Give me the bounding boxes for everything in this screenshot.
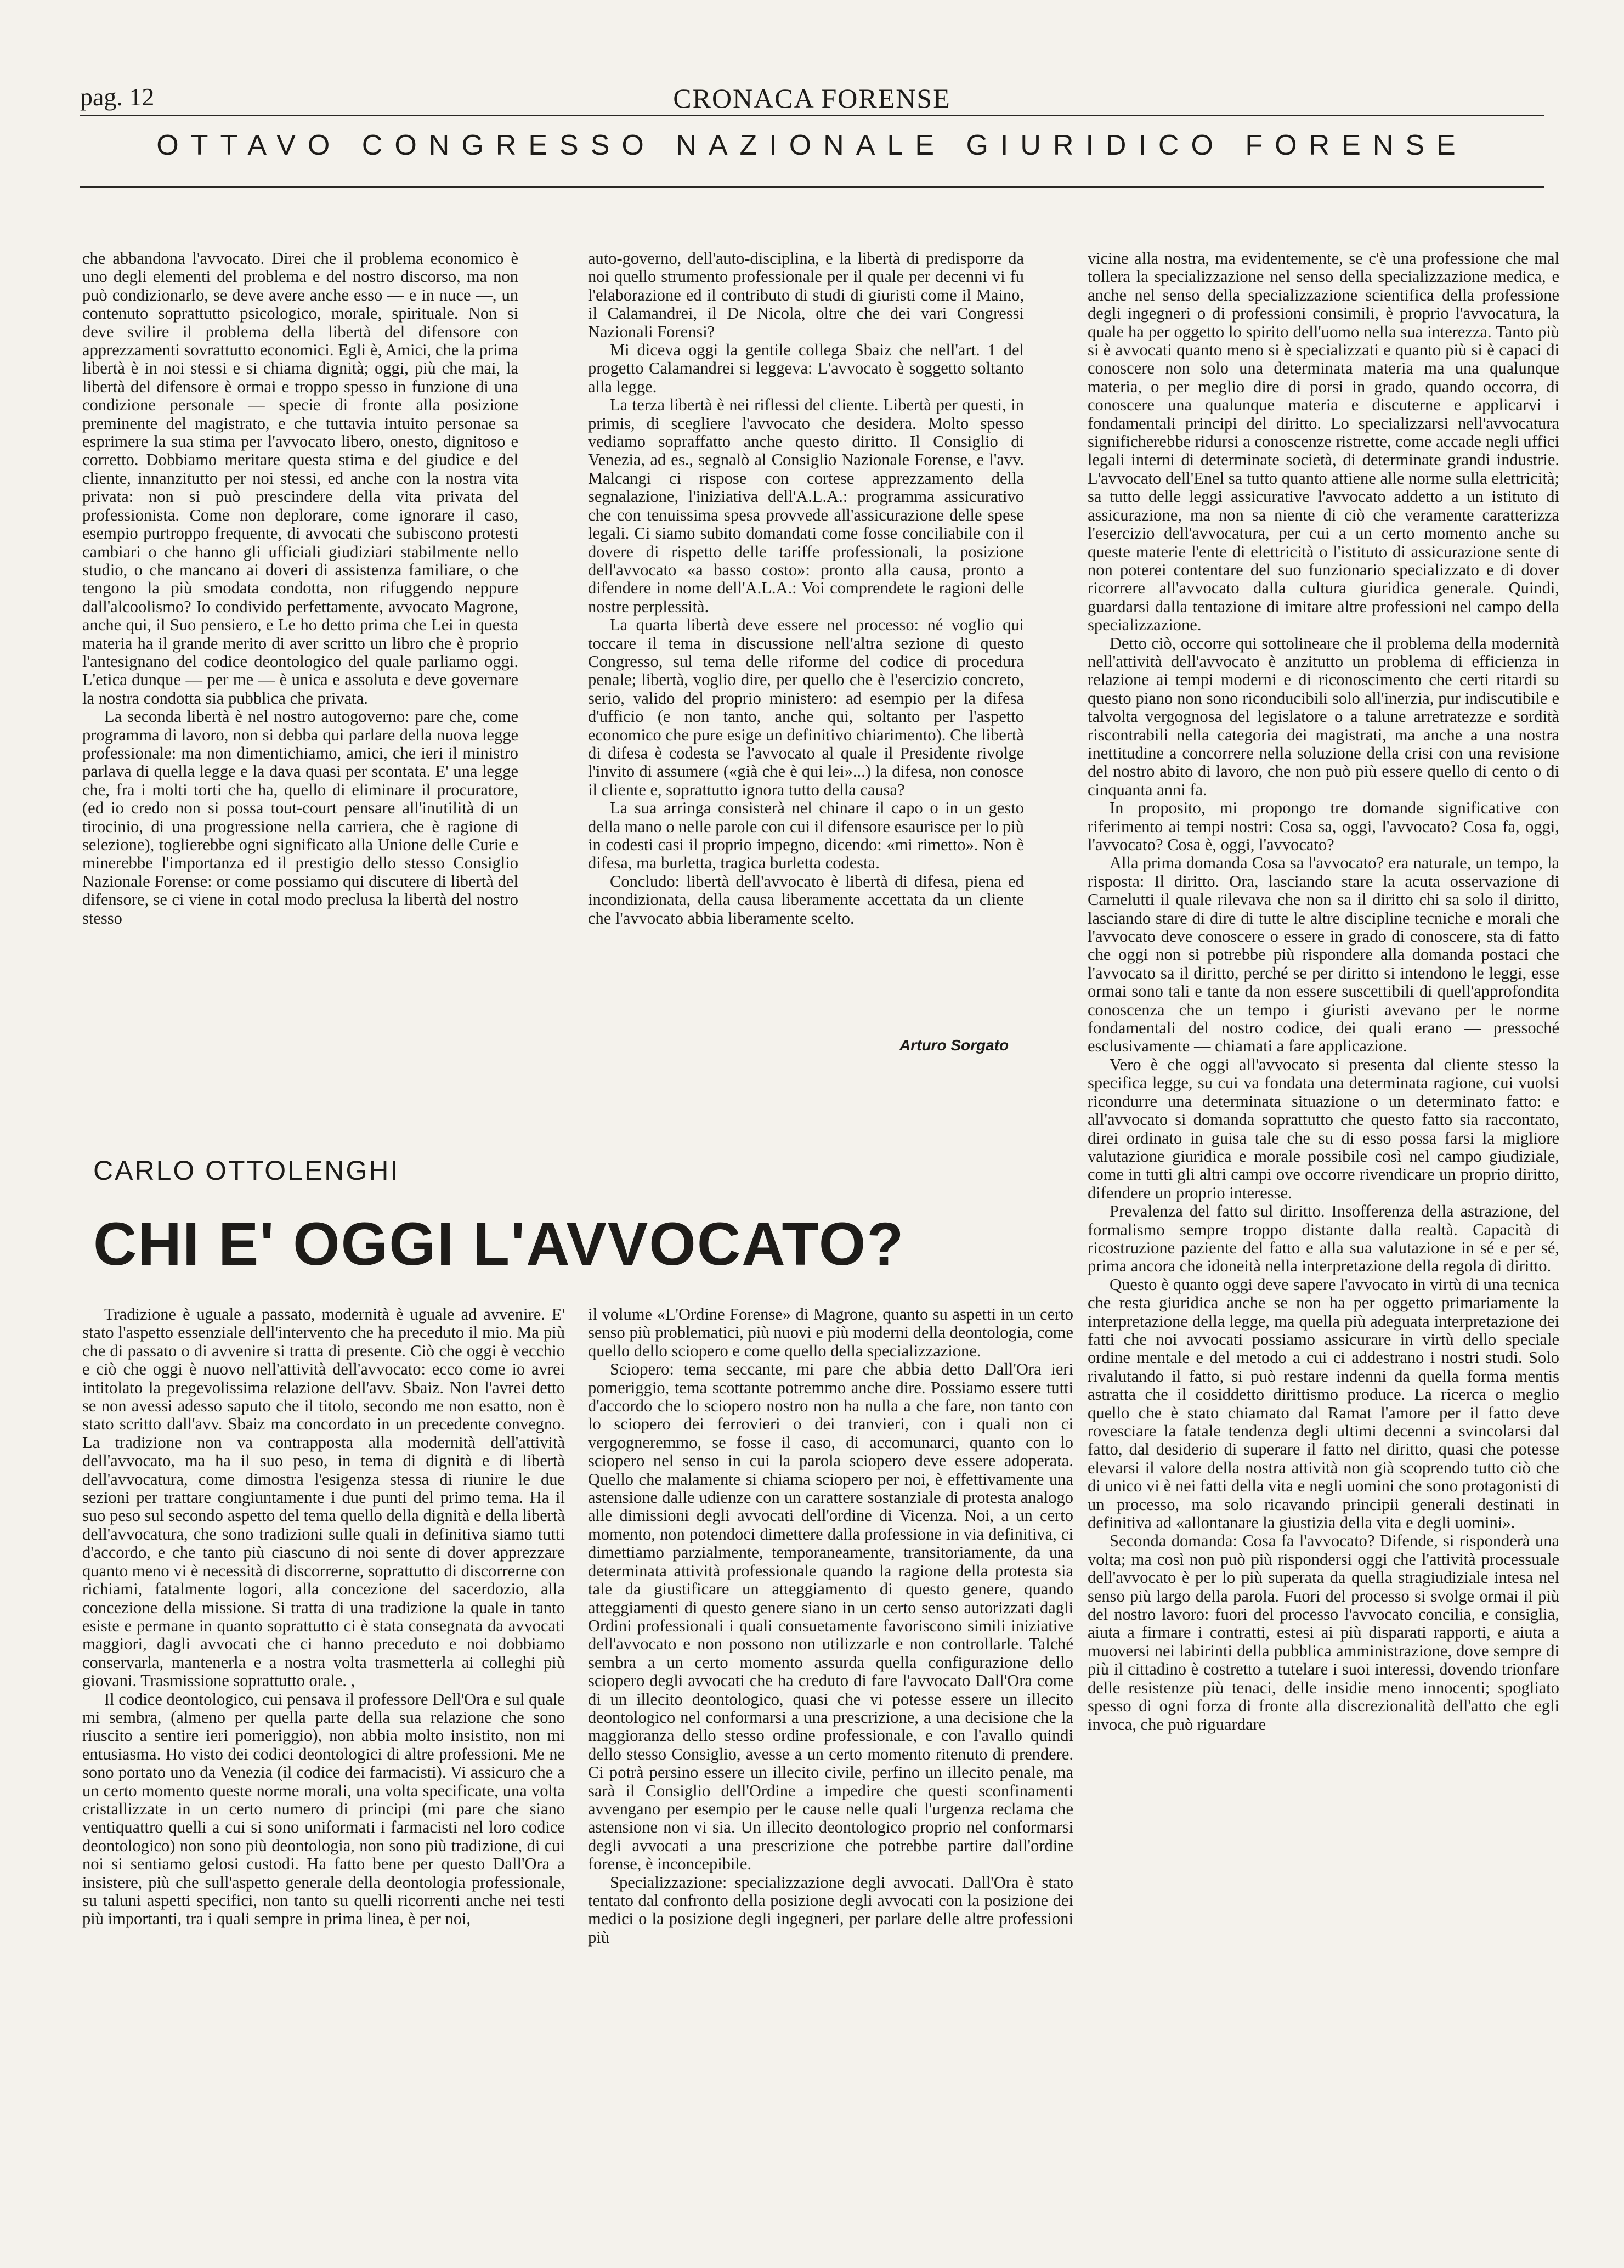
page-number: pag. 12 bbox=[80, 83, 155, 111]
article-signature: Arturo Sorgato bbox=[899, 1037, 1009, 1054]
paragraph: Vero è che oggi all'avvocato si presenta dal cliente stesso la specifica legge, su cui va fondata una determinata ragione, cui vuolsi ricondurre una determinata situazione o un determinato fatto: e all'avvocato si domanda soprattutto che questo fatto sia raccontato, direi ordinato in guisa tale che su di esso possa farsi la migliore valutazione giuridica e morale possibile così nel campo giudiziale, come in tutti gli altri campi ove occorre rivendicare un proprio diritto, difendere un proprio interesse. bbox=[1088, 1055, 1559, 1202]
paragraph: il volume «L'Ordine Forense» di Magrone, quanto su aspetti in un certo senso più problematici, più nuovi e più moderni della deontologia, come quello dello sciopero e come quello della specializzazione. bbox=[588, 1305, 1073, 1360]
paragraph: Questo è quanto oggi deve sapere l'avvocato in virtù di una tecnica che resta giuridica anche se non ha per oggetto primariamente la interpretazione della legge, ma quella più adeguata interpretazione dei fatti che noi avvocati possiamo assicurare in virtù dello speciale ordine mentale e del metodo a cui ci addestrano i nostri studi. Solo rivalutando il fatto, si può restare indenni da quella forma mentis astratta che il cosiddetto dirittismo produce. La ricerca o meglio quello che è stato chiamato dal Ramat l'amore per il fatto deve rovesciare la fatale tendenza degli ultimi decenni a svincolarsi dal fatto, dal desiderio di superare il fatto nel diritto, quasi che potesse elevarsi il valore della nostra attività non già scoprendo tutto ciò che di unico vi è nei fatti della vita e negli uomini che sono protagonisti di un processo, ma solo ricavando principii generali destinati in definitiva ad «allontanare la giustizia della vita e degli uomini». bbox=[1088, 1275, 1559, 1532]
previous-article-column-2 bbox=[588, 250, 1024, 1048]
previous-article-column-1 bbox=[82, 250, 518, 1067]
paragraph: La sua arringa consisterà nel chinare il capo o in un gesto della mano o nelle parole con cui il difensore esaurisce per lo più in codesti casi il proprio impegno, dicendo: «mi rimetto». Non è difesa, ma burletta, tragica burletta codesta. bbox=[588, 799, 1024, 873]
article-author: CARLO OTTOLENGHI bbox=[93, 1155, 400, 1186]
paragraph: vicine alla nostra, ma evidentemente, se c'è una professione che mal tollera la specializzazione nel senso della specializzazione medica, e anche nel senso della specializzazione scientifica della professione degli ingegneri o di professioni consimili, è proprio l'avvocatura, la quale ha per oggetto lo spirito dell'uomo nella sua interezza. Tanto più si è avvocati quanto meno si è specializzati e quanto più si è capaci di conoscere non solo una determinata materia ma una qualunque materia, o per meglio dire di porsi in grado, quando occorra, di conoscere una qualunque materia e discuterne e applicarvi i fondamentali principi del diritto. Lo specializzarsi nell'avvocatura significherebbe ridursi a conoscenze ristrette, come accade negli uffici legali interni di determinate società, di determinate grandi industrie. L'avvocato dell'Enel sa tutto quanto attiene alle norme sulla elettricità; sa tutto delle leggi assicurative l'avvocato addetto a un istituto di assicurazione, ma non sa niente di ciò che veramente caratterizza l'esercizio dell'avvocatura, per cui a un certo momento anche su queste materie l'ente di elettricità o l'istituto di assicurazione sente di non poterei contentare del suo funzionario specializzato e di dover ricorrere all'avvocato dalla cultura giuridica generale. Quindi, guardarsi dalla tentazione di imitare altre professioni nel campo della specializzazione. bbox=[1088, 250, 1559, 635]
paragraph: La terza libertà è nei riflessi del cliente. Libertà per questi, in primis, di scegliere l'avvocato che desidera. Molto spesso vediamo sopraffatto anche questo diritto. Il Consiglio di Venezia, ad es., segnalò al Consiglio Nazionale Forense, e l'avv. Malcangi ci rispose con cortese apprezzamento della segnalazione, l'iniziativa dell'A.L.A.: programma assicurativo che con tenuissima spesa provvede all'assicurazione delle spese legali. Ci siamo subito domandati come fosse conciliabile con il dovere di rispetto delle tariffe professionali, la posizione dell'avvocato «a basso costo»: pronto alla causa, pronto a difendere in nome dell'A.L.A.: Voi comprendete le ragioni delle nostre perplessità. bbox=[588, 395, 1024, 616]
header-rule-bottom bbox=[80, 186, 1544, 188]
header-rule-top bbox=[80, 115, 1544, 116]
paragraph: Concludo: libertà dell'avvocato è libertà di difesa, piena ed incondizionata, della causa liberamente accettata da un cliente che l'avvocato abbia liberamente scelto. bbox=[588, 872, 1024, 927]
paragraph: Seconda domanda: Cosa fa l'avvocato? Difende, si risponderà una volta; ma così non può più rispondersi oggi che l'attività processuale dell'avvocato è per lo più superata da quella stragiudiziale intesa nel senso più largo della parola. Fuori del processo si svolge ormai il più del nostro lavoro: fuori del processo l'avvocato concilia, e consiglia, aiuta a firmare i contratti, estesi ai più disparati rapporti, e aiuta a muoversi nei labirinti della pubblica amministrazione, dove sempre di più il cittadino è costretto a tutelare i suoi interessi, dovendo trionfare delle resistenze più tenaci, delle insidie meno innocenti; spogliato spesso di ogni forza di fronte alla discrezionalità dell'atto che egli invoca, che può riguardare bbox=[1088, 1531, 1559, 1734]
paragraph: Il codice deontologico, cui pensava il professore Dell'Ora e sul quale mi sembra, (almeno per quella parte della sua relazione che sono riuscito a sentire ieri pomeriggio), non abbia molto insistito, non mi entusiasma. Ho visto dei codici deontologici di altre professioni. Me ne sono portato uno da Venezia (il codice dei farmacisti). Vi assicuro che a un certo momento queste norme morali, una volta specificate, una volta cristallizzate in un certo numero di principi (mi pare che siano ventiquattro quelli a cui si sono uniformati i farmacisti nel loro codice deontologico) non sono più deontologia, non sono più tradizione, di cui noi si sentiamo gelosi custodi. Ha fatto bene per questo Dall'Ora a insistere, più che sull'aspetto generale della deontologia professionale, su taluni aspetti specifici, non tanto su quelli ricorrenti anche nei testi più importanti, tra i quali sempre in prima linea, è per noi, bbox=[82, 1689, 565, 1928]
paragraph: Alla prima domanda Cosa sa l'avvocato? era naturale, un tempo, la risposta: Il diritto. Ora, lasciando stare la acuta osservazione di Carnelutti il quale rilevava che non sa il diritto chi sa solo il diritto, lasciando stare di dire di tutte le altre discipline tecniche e morali che l'avvocato deve conoscere o essere in grado di conoscere, sta di fatto che oggi non si potrebbe più rispondere alla domanda postaci che l'avvocato sa il diritto, perché se per diritto si intendono le leggi, esse ormai sono tali e tante da non essere suscettibili di quell'approfondita conoscenza che un tempo i giuristi avevano per le norme fondamentali del nostro codice, dei quali erano — pressoché esclusivamente — chiamati a fare applicazione. bbox=[1088, 853, 1559, 1056]
paragraph: Detto ciò, occorre qui sottolineare che il problema della modernità nell'attività dell'avvocato è anzitutto un problema di efficienza in relazione ai tempi moderni e di riconoscimento che certi ritardi su questo piano non sono riconducibili solo all'inerzia, pur indiscutibile e talvolta vergognosa del legislatore o a talune arretratezze e sordità riscontrabili nella categoria dei magistrati, ma anche a una nostra inettitudine a concorrere nella soluzione della crisi con una revisione del nostro abito di lavoro, che non può più essere quello di cento o di cinquanta anni fa. bbox=[1088, 634, 1559, 799]
paragraph: auto-governo, dell'auto-disciplina, e la libertà di predisporre da noi quello strumento professionale per il quale per decenni vi fu l'elaborazione ed il contributo di studi di giuristi come il Maino, il Calamandrei, il De Nicola, oltre che dei vari Congressi Nazionali Forensi? bbox=[588, 250, 1024, 341]
article-column-2 bbox=[588, 1305, 1073, 2227]
paragraph: In proposito, mi propongo tre domande significative con riferimento ai tempi nostri: Cosa sa, oggi, l'avvocato? Cosa fa, oggi, l'avvocato? Cosa è, oggi, l'avvocato? bbox=[1088, 799, 1559, 854]
publication-title: CRONACA FORENSE bbox=[673, 83, 951, 114]
paragraph: Tradizione è uguale a passato, modernità è uguale ad avvenire. E' stato l'aspetto essenziale dell'intervento che ha preceduto il mio. Ma più che di passato o di avvenire si tratta di presente. Ciò che oggi è vecchio e ciò che oggi è nuovo nell'attività dell'avvocato: ecco come io avrei intitolato la pregevolissima relazione dell'avv. Sbaiz. Non l'avrei detto se non avessi adesso saputo che il titolo, secondo me non esatto, non è stato scritto dall'avv. Sbaiz ma concordato in un precedente convegno. La tradizione non va contrapposta alla modernità dell'attività dell'avvocato, ma ha il suo peso, in tema di dignità e di libertà dell'avvocatura, come dimostra l'esigenza stessa di riunire le due sezioni per trattare congiuntamente i due punti del primo tema. Ha il suo peso sul secondo aspetto del tema quello della dignità e della libertà dell'avvocatura, che sono tradizioni sulle quali in definitiva siamo tutti d'accordo, e che tanto più ciascuno di noi sente di dover apprezzare quanto meno vi è necessità di discorrerne, soprattutto di discorrerne con richiami, fatalmente logori, alla concezione del sacerdozio, alla concezione della missione. Si tratta di una tradizione la quale in tanto esiste e permane in quanto soprattutto ci è stata consegnata da avvocati maggiori, dagli avvocati che ci hanno preceduto e noi dobbiamo conservarla, mantenerla e a nostra volta trasmetterla ai colleghi più giovani. Trasmissione soprattutto orale. , bbox=[82, 1305, 565, 1690]
paragraph: Prevalenza del fatto sul diritto. Insofferenza della astrazione, del formalismo sempre troppo distante dalla realtà. Capacità di ricostruzione paziente del fatto e alla sua valutazione in sé e per sé, prima ancora che idoneità nella interpretazione della regola di diritto. bbox=[1088, 1202, 1559, 1276]
paragraph: La quarta libertà deve essere nel processo: né voglio qui toccare il tema in discussione nell'altra sezione di questo Congresso, sul tema delle riforme del codice di procedura penale; libertà, voglio dire, per quello che è l'esercizio concreto, serio, valido del proprio ministero: ad esempio per la difesa d'ufficio (e non tanto, anche qui, soltanto per l'aspetto economico che pure esige un definitivo chiarimento). Che libertà di difesa è codesta se l'avvocato al quale il Presidente rivolge l'invito di assumere («già che è qui lei»...) la difesa, non conosce il cliente e, soprattutto ignora tutto della causa? bbox=[588, 615, 1024, 799]
paragraph: Sciopero: tema seccante, mi pare che abbia detto Dall'Ora ieri pomeriggio, tema scottante potremmo anche dire. Possiamo essere tutti d'accordo che lo sciopero nostro non ha nulla a che fare, non tanto con lo sciopero dei ferrovieri o dei tranvieri, con i quali non ci vergogneremmo, se fosse il caso, di accomunarci, quanto con lo sciopero nel senso in cui la parola sciopero deve essere adoperata. Quello che malamente si chiama sciopero per noi, è effettivamente una astensione dalle udienze con un carattere sostanziale di protesta analogo alle dimissioni degli avvocati dell'ordine di Vicenza. Noi, a un certo momento, non potendoci dimettere dalla professione in via definitiva, ci dimettiamo parzialmente, temporaneamente, transitoriamente, da una determinata attività professionale quando la ragione della protesta sia tale da giustificare un atteggiamento di questo genere, quando atteggiamenti di questo genere siano in un certo senso autorizzati dagli Ordini professionali i quali consuetamente favoriscono simili iniziative dell'avvocato e non possono non utilizzarle e non controllarle. Talché sembra a un certo momento assurda quella configurazione dello sciopero degli avvocati che ha creduto di fare l'avvocato Dall'Ora come di un illecito deontologico, quasi che vi potesse essere un illecito deontologico nel conformarsi a una prescrizione, a una decisione che la maggioranza dello stesso ordine professionale, e con l'avallo quindi dello stesso Consiglio, avesse a un certo momento ritenuto di prendere. Ci potrà persino essere un illecito civile, perfino un illecito penale, ma sarà il Consiglio dell'Ordine a impedire che questi sconfinamenti avvengano per esempio per le cause nelle quali l'urgenza reclama che astensione non vi sia. Un illecito deontologico proprio nel conformarsi degli avvocati a una prescrizione che potrebbe partire dall'ordine forense, è inconcepibile. bbox=[588, 1360, 1073, 1874]
paragraph: Mi diceva oggi la gentile collega Sbaiz che nell'art. 1 del progetto Calamandrei si leggeva: L'avvocato è soggetto soltanto alla legge. bbox=[588, 341, 1024, 396]
article-column-3 bbox=[1088, 250, 1559, 2268]
article-headline: CHI E' OGGI L'AVVOCATO? bbox=[93, 1211, 905, 1278]
congress-banner: OTTAVO CONGRESSO NAZIONALE GIURIDICO FORENSE bbox=[156, 129, 1468, 161]
paragraph: che abbandona l'avvocato. Direi che il problema economico è uno degli elementi del problema e del nostro discorso, ma non può condizionarlo, se deve avere anche esso — e in nuce —, un contenuto soprattutto psicologico, morale, spirituale. Non si deve svilire il problema della libertà del difensore con apprezzamenti sovrattutto economici. Egli è, Amici, che la prima libertà è in noi stessi e si chiama dignità; oggi, più che mai, la libertà del difensore è ormai e troppo spesso in funzione di una condizione personale — specie di fronte alla posizione preminente del magistrato, e che tuttavia intuito personae sa esprimere la sua stima per l'avvocato libero, onesto, dignitoso e corretto. Dobbiamo meritare questa stima e del giudice e del cliente, innanzitutto per noi stessi, ed anche con la nostra vita privata: non si può prescindere della vita privata del professionista. Come non deplorare, come ignorare il caso, esempio purtroppo frequente, di avvocati che subiscono protesti cambiari o che hanno gli ufficiali giudiziari stabilmente nello studio, o che mancano ai doveri di assistenza familiare, o che tengono la più smodata condotta, non rifuggendo neppure dall'alcoolismo? Io condivido perfettamente, avvocato Magrone, anche qui, il Suo pensiero, e Le ho detto prima che Lei in questa materia ha il grande merito di aver scritto un libro che è proprio l'antesignano del codice deontologico del quale parliamo oggi. L'etica dunque — per me — è unica e assoluta e deve governare la nostra condotta sia pubblica che privata. bbox=[82, 250, 518, 708]
paragraph: La seconda libertà è nel nostro autogoverno: pare che, come programma di lavoro, non si debba qui parlare della nuova legge professionale: ma non dimentichiamo, amici, che ieri il ministro parlava di quella legge e la dava quasi per scontata. E' una legge che, fra i molti torti che ha, quello di eliminare il procuratore, (ed io credo non si possa tout-court pensare all'inutilità di un tirocinio, di una progressione nella carriera, che è ragione di selezione), toglierebbe ogni significato alla Unione delle Curie e minerebbe l'importanza ed il prestigio dello stesso Consiglio Nazionale Forense: or come possiamo qui discutere di libertà del difensore, se ci viene in cotal modo preclusa la libertà del nostro stesso bbox=[82, 707, 518, 927]
article-column-1 bbox=[82, 1305, 565, 2227]
paragraph: Specializzazione: specializzazione degli avvocati. Dall'Ora è stato tentato dal confronto della posizione degli avvocati con la posizione dei medici o la posizione degli ingegneri, per parlare delle altre professioni più bbox=[588, 1873, 1073, 1947]
